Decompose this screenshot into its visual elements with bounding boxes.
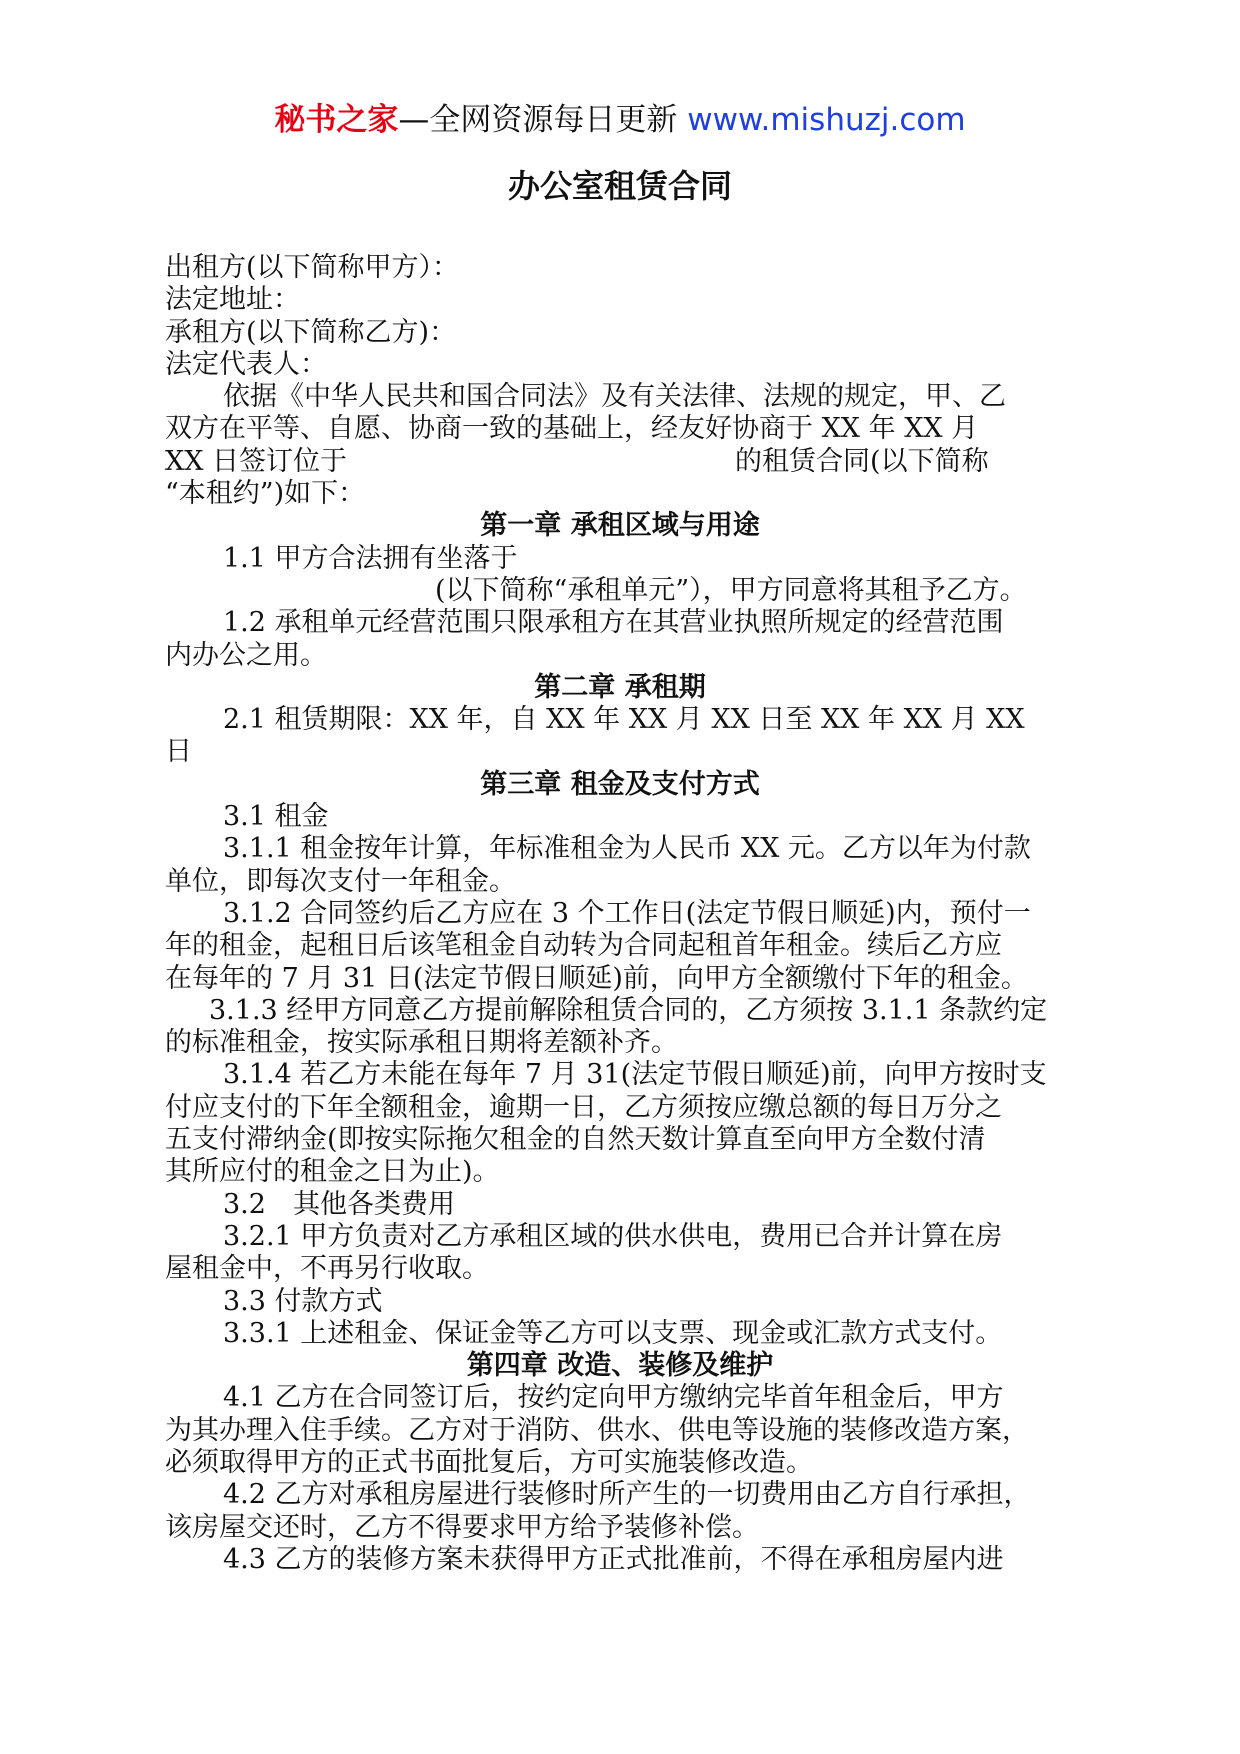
- clause-line: 3.2.1 甲方负责对乙方承租区域的供水供电，费用已合并计算在房: [223, 1220, 1003, 1252]
- contract-body: [165, 252, 1075, 1576]
- address-line: 法定地址：: [165, 284, 300, 316]
- clause-line: (以下简称“承租单元”），甲方同意将其租予乙方。: [435, 574, 1027, 606]
- clause-line: 付应支付的下年全额租金，逾期一日，乙方须按应缴总额的每日万分之: [165, 1091, 1002, 1123]
- clause-line: 该房屋交还时，乙方不得要求甲方给予装修补偿。: [165, 1511, 759, 1543]
- clause-line: 内办公之用。: [165, 639, 327, 671]
- chapter-heading: 第四章 改造、装修及维护: [466, 1350, 774, 1382]
- clause-line: 3.1 租金: [223, 801, 329, 833]
- site-header: [0, 98, 1240, 142]
- lessor-line: 出租方(以下简称甲方）：: [165, 252, 460, 283]
- clause-line: 单位，即每次支付一年租金。: [165, 865, 516, 897]
- preamble-line: 依据《中华人民共和国合同法》及有关法律、法规的规定，甲、乙: [223, 381, 1006, 413]
- clause-line: 2.1 租赁期限：XX 年，自 XX 年 XX 月 XX 日至 XX 年 XX 月 XX: [223, 704, 1025, 736]
- preamble-text: XX 日签订位于: [165, 445, 348, 477]
- clause-line: 屋租金中，不再另行收取。: [165, 1253, 489, 1285]
- clause-line: 3.3.1 上述租金、保证金等乙方可以支票、现金或汇款方式支付。: [223, 1317, 1003, 1349]
- clause-line: 3.3 付款方式: [223, 1285, 383, 1317]
- clause-line: 3.1.4 若乙方未能在每年 7 月 31(法定节假日顺延)前，向甲方按时支: [223, 1059, 1047, 1091]
- chapter-heading: 第一章 承租区域与用途: [480, 510, 760, 542]
- clause-line: 的标准租金，按实际承租日期将差额补齐。: [165, 1027, 678, 1059]
- clause-line: 其所应付的租金之日为止)。: [165, 1156, 500, 1188]
- brand-name: 秘书之家: [274, 102, 399, 138]
- preamble-line: [165, 446, 1075, 478]
- clause-line: 4.1 乙方在合同签订后，按约定向甲方缴纳完毕首年租金后，甲方: [223, 1382, 1004, 1414]
- preamble-line: “本租约”)如下：: [165, 478, 366, 510]
- clause-line: 日: [165, 736, 192, 768]
- clause-line: 3.1.1 租金按年计算，年标准租金为人民币 XX 元。乙方以年为付款: [223, 833, 1031, 865]
- chapter-heading: 第三章 租金及支付方式: [480, 768, 760, 800]
- website-link[interactable]: www.mishuzj.com: [687, 102, 966, 138]
- clause-line: 4.3 乙方的装修方案未获得甲方正式批准前，不得在承租房屋内进: [223, 1543, 1004, 1575]
- lessee-line: 承租方(以下简称乙方)：: [165, 316, 457, 348]
- clause-line: 3.1.2 合同签约后乙方应在 3 个工作日(法定节假日顺延)内，预付一: [223, 897, 1031, 929]
- preamble-text: 的租赁合同(以下简称: [735, 445, 989, 477]
- clause-line: 3.2 其他各类费用: [223, 1188, 455, 1220]
- representative-line: 法定代表人：: [165, 348, 327, 380]
- clause-line: 4.2 乙方对承租房屋进行装修时所产生的一切费用由乙方自行承担，: [223, 1479, 1031, 1511]
- document-title: 办公室租赁合同: [507, 167, 732, 205]
- clause-line: 必须取得甲方的正式书面批复后，方可实施装修改造。: [165, 1446, 813, 1478]
- clause-line: 1.2 承租单元经营范围只限承租方在其营业执照所规定的经营范围: [223, 607, 1004, 639]
- header-tagline: —全网资源每日更新: [398, 102, 688, 138]
- clause-line: 1.1 甲方合法拥有坐落于: [223, 542, 518, 574]
- clause-line: 3.1.3 经甲方同意乙方提前解除租赁合同的，乙方须按 3.1.1 条款约定: [209, 994, 1048, 1026]
- preamble-line: 双方在平等、自愿、协商一致的基础上，经友好协商于 XX 年 XX 月: [165, 413, 979, 445]
- clause-line: 在每年的 7 月 31 日(法定节假日顺延)前，向甲方全额缴付下年的租金。: [165, 962, 1028, 994]
- clause-line: 五支付滞纳金(即按实际拖欠租金的自然天数计算直至向甲方全数付清: [165, 1124, 986, 1156]
- clause-line: 为其办理入住手续。乙方对于消防、供水、供电等设施的装修改造方案，: [165, 1414, 1029, 1446]
- chapter-heading: 第二章 承租期: [534, 671, 706, 703]
- clause-line: 年的租金，起租日后该笔租金自动转为合同起租首年租金。续后乙方应: [165, 930, 1002, 962]
